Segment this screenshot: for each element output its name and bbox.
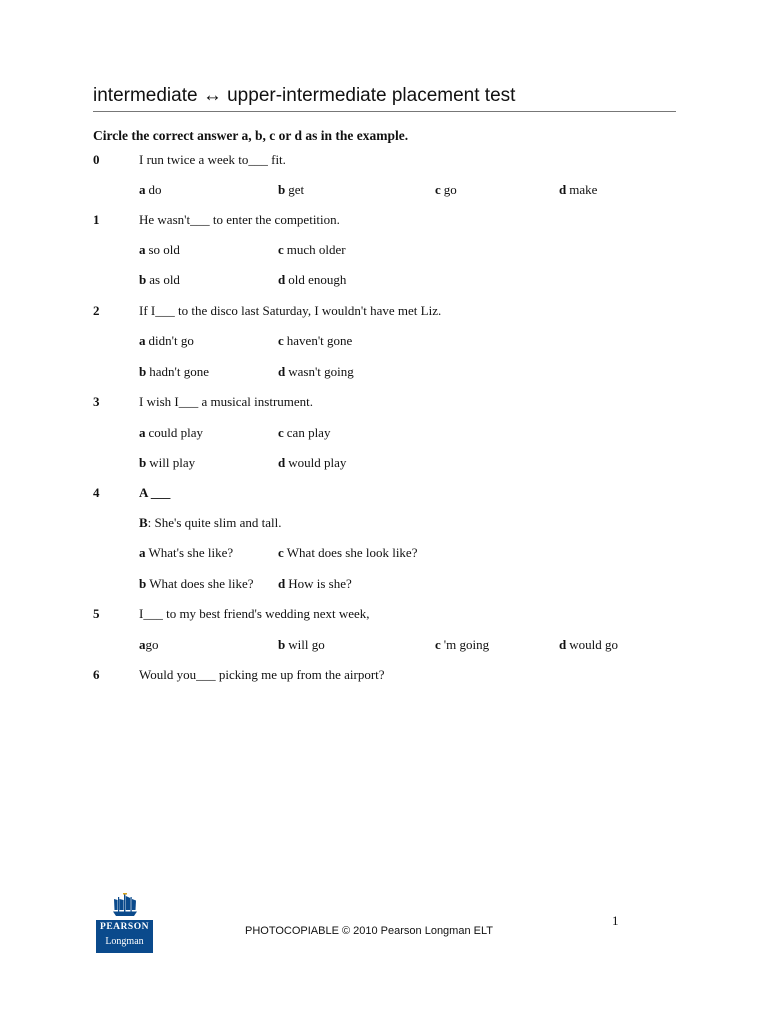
question-4-line-b xyxy=(139,515,281,531)
option-4c[interactable] xyxy=(278,545,417,561)
option-0d[interactable] xyxy=(559,182,597,198)
option-3d[interactable] xyxy=(278,455,346,471)
instruction-text: Circle the correct answer a, b, c or d as in the example. xyxy=(93,128,409,143)
logo-text-pearson: PEARSON xyxy=(100,922,149,932)
logo-text-longman: Longman xyxy=(105,936,144,947)
question-number: 0 xyxy=(93,152,100,167)
option-letter: c xyxy=(278,545,284,560)
option-text: could play xyxy=(148,425,204,440)
option-text: would play xyxy=(288,455,347,470)
option-4b[interactable] xyxy=(139,576,254,592)
option-text: What does she look like? xyxy=(286,545,418,560)
option-text: much older xyxy=(286,242,346,257)
question-number: 5 xyxy=(93,606,100,621)
option-4a[interactable] xyxy=(139,545,233,561)
option-1d[interactable] xyxy=(278,272,346,288)
option-letter: b xyxy=(139,455,147,470)
option-letter: d xyxy=(559,637,567,652)
option-5a[interactable] xyxy=(139,637,159,653)
option-text: as old xyxy=(149,272,180,287)
option-0b[interactable] xyxy=(278,182,304,198)
option-1c[interactable] xyxy=(278,242,346,258)
option-5b[interactable] xyxy=(278,637,325,653)
question-number: 3 xyxy=(93,394,100,409)
question-number: 4 xyxy=(93,485,100,500)
option-letter: a xyxy=(139,545,146,560)
option-letter: b xyxy=(278,182,286,197)
question-text: Would you___ picking me up from the airport? xyxy=(139,667,385,682)
option-2b[interactable] xyxy=(139,364,209,380)
option-2d[interactable] xyxy=(278,364,354,380)
option-letter: a xyxy=(139,242,146,257)
option-5c[interactable] xyxy=(435,637,489,653)
option-text: wasn't going xyxy=(288,364,354,379)
question-number: 2 xyxy=(93,303,100,318)
title-divider xyxy=(93,111,676,112)
option-letter: d xyxy=(278,576,286,591)
speaker-b-label: B xyxy=(139,515,148,530)
option-letter: b xyxy=(139,364,147,379)
option-text: What does she like? xyxy=(149,576,254,591)
option-letter: c xyxy=(278,242,284,257)
option-letter: b xyxy=(139,272,147,287)
option-text: do xyxy=(148,182,162,197)
option-2c[interactable] xyxy=(278,333,352,349)
option-text: go xyxy=(145,637,159,652)
option-letter: b xyxy=(139,576,147,591)
option-text: make xyxy=(569,182,598,197)
option-letter: c xyxy=(278,333,284,348)
option-4d[interactable] xyxy=(278,576,352,592)
option-letter: a xyxy=(139,425,146,440)
option-text: How is she? xyxy=(288,576,352,591)
option-letter: a xyxy=(139,637,146,652)
footer-copyright: PHOTOCOPIABLE © 2010 Pearson Longman ELT xyxy=(245,925,493,937)
question-text: If I___ to the disco last Saturday, I wouldn't have met Liz. xyxy=(139,303,442,318)
option-text: What's she like? xyxy=(148,545,234,560)
option-text: haven't gone xyxy=(286,333,353,348)
option-letter: d xyxy=(559,182,567,197)
option-text: so old xyxy=(148,242,180,257)
option-text: didn't go xyxy=(148,333,194,348)
option-text: would go xyxy=(569,637,618,652)
question-text: I wish I___ a musical instrument. xyxy=(139,394,314,409)
option-text: will go xyxy=(288,637,325,652)
option-letter: a xyxy=(139,182,146,197)
option-text: 'm going xyxy=(443,637,490,652)
page-number: 1 xyxy=(612,913,619,928)
option-text: get xyxy=(288,182,305,197)
option-letter: c xyxy=(435,637,441,652)
option-1a[interactable] xyxy=(139,242,180,258)
option-text: old enough xyxy=(288,272,347,287)
page-title: intermediate ↔ upper-intermediate placement test xyxy=(93,85,516,106)
option-3c[interactable] xyxy=(278,425,330,441)
option-0c[interactable] xyxy=(435,182,457,198)
option-letter: d xyxy=(278,272,286,287)
option-1b[interactable] xyxy=(139,272,180,288)
option-letter: b xyxy=(278,637,286,652)
option-2a[interactable] xyxy=(139,333,194,349)
option-5d[interactable] xyxy=(559,637,618,653)
pearson-longman-logo xyxy=(96,893,153,953)
question-text: I___ to my best friend's wedding next week, xyxy=(139,606,370,621)
option-letter: d xyxy=(278,364,286,379)
question-text: He wasn't___ to enter the competition. xyxy=(139,212,340,227)
option-3b[interactable] xyxy=(139,455,195,471)
option-text: go xyxy=(443,182,457,197)
ship-icon xyxy=(112,893,138,919)
option-text: hadn't gone xyxy=(149,364,209,379)
option-letter: c xyxy=(435,182,441,197)
question-number: 6 xyxy=(93,667,100,682)
option-0a[interactable] xyxy=(139,182,162,198)
option-text: can play xyxy=(286,425,331,440)
question-number: 1 xyxy=(93,212,100,227)
question-text: I run twice a week to___ fit. xyxy=(139,152,286,167)
option-letter: c xyxy=(278,425,284,440)
question-text-a: A ___ xyxy=(139,485,171,500)
option-3a[interactable] xyxy=(139,425,203,441)
option-letter: a xyxy=(139,333,146,348)
question-text-b: : She's quite slim and tall. xyxy=(147,515,282,530)
option-letter: d xyxy=(278,455,286,470)
option-text: will play xyxy=(149,455,196,470)
